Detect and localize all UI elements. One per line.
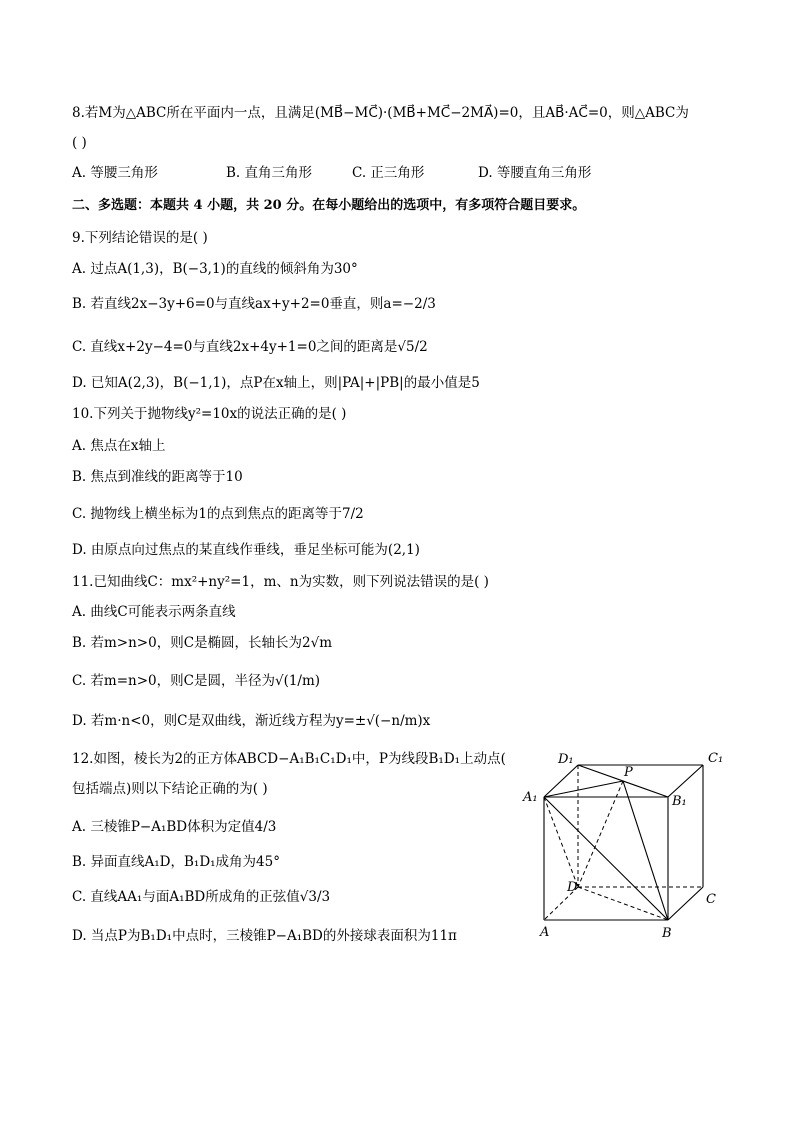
q10-option-d: D. 由原点向过焦点的某直线作垂线，垂足坐标可能为(2,1) bbox=[72, 542, 420, 558]
q9-option-d: D. 已知A(2,3)，B(−1,1)，点P在x轴上，则|PA|+|PB|的最小值是5 bbox=[72, 375, 480, 391]
label-A1: A₁ bbox=[523, 790, 538, 805]
edge-A1-D1 bbox=[544, 765, 578, 797]
q10-stem: 10.下列关于抛物线y²=10x的说法正确的是( ) bbox=[72, 406, 347, 422]
q11-option-b: B. 若m>n>0，则C是椭圆，长轴长为2√m bbox=[72, 635, 333, 651]
label-A: A bbox=[540, 925, 550, 940]
q11-option-c: C. 若m=n>0，则C是圆，半径为√(1/m) bbox=[72, 673, 321, 689]
q12-stem-line2: 包括端点)则以下结论正确的为( ) bbox=[72, 781, 268, 797]
label-D1: D₁ bbox=[558, 752, 574, 767]
label-C1: C₁ bbox=[708, 751, 724, 766]
q12-option-b: B. 异面直线A₁D，B₁D₁成角为45° bbox=[72, 854, 280, 870]
q8-option-b: B. 直角三角形 bbox=[226, 165, 313, 181]
label-B: B bbox=[662, 926, 672, 941]
q10-option-b: B. 焦点到准线的距离等于10 bbox=[72, 469, 243, 485]
hidden-segment-D-B bbox=[578, 887, 668, 920]
label-B1: B₁ bbox=[672, 794, 687, 809]
section-heading: 二、多选题：本题共 4 小题，共 20 分。在每小题给出的选项中，有多项符合题目要求。 bbox=[72, 198, 586, 213]
segment-A1-P bbox=[544, 781, 623, 797]
edge-C1-B1 bbox=[668, 765, 703, 797]
q11-option-d: D. 若m·n<0，则C是双曲线，渐近线方程为y=±√(−n/m)x bbox=[72, 713, 431, 729]
label-C: C bbox=[706, 892, 716, 907]
edge-C-B bbox=[668, 887, 703, 920]
q12-stem-line1: 12.如图，棱长为2的正方体ABCD−A₁B₁C₁D₁中，P为线段B₁D₁上动点( bbox=[72, 751, 506, 767]
label-P: P bbox=[624, 765, 633, 780]
segment-P-B bbox=[623, 781, 668, 920]
q8-stem: 8.若M为△ABC所在平面内一点，且满足(MB⃗−MC⃗)·(MB⃗+MC⃗−2MA⃗)=0，且AB⃗·AC⃗=0，则△ABC为 bbox=[72, 105, 689, 121]
q12-option-a: A. 三棱锥P−A₁BD体积为定值4/3 bbox=[72, 819, 277, 835]
q12-option-c: C. 直线AA₁与面A₁BD所成角的正弦值√3/3 bbox=[72, 889, 331, 905]
q9-option-b: B. 若直线2x−3y+6=0与直线ax+y+2=0垂直，则a=−2/3 bbox=[72, 296, 436, 312]
hidden-segment-A1-D bbox=[544, 797, 578, 887]
q11-option-a: A. 曲线C可能表示两条直线 bbox=[72, 604, 236, 620]
q10-option-a: A. 焦点在x轴上 bbox=[72, 438, 166, 454]
q9-option-c: C. 直线x+2y−4=0与直线2x+4y+1=0之间的距离是√5/2 bbox=[72, 339, 428, 355]
q8-option-a: A. 等腰三角形 bbox=[72, 165, 158, 181]
q9-option-a: A. 过点A(1,3)，B(−3,1)的直线的倾斜角为30° bbox=[72, 261, 358, 277]
label-D: D bbox=[567, 880, 578, 895]
q8-option-c: C. 正三角形 bbox=[352, 165, 425, 181]
cube-figure bbox=[520, 745, 730, 945]
q10-option-c: C. 抛物线上横坐标为1的点到焦点的距离等于7/2 bbox=[72, 506, 364, 522]
q8-paren: ( ) bbox=[72, 135, 87, 151]
q9-stem: 9.下列结论错误的是( ) bbox=[72, 230, 208, 246]
q12-option-d: D. 当点P为B₁D₁中点时，三棱锥P−A₁BD的外接球表面积为11π bbox=[72, 928, 457, 944]
q8-option-d: D. 等腰直角三角形 bbox=[478, 165, 592, 181]
q11-stem: 11.已知曲线C：mx²+ny²=1，m、n为实数，则下列说法错误的是( ) bbox=[72, 574, 489, 590]
